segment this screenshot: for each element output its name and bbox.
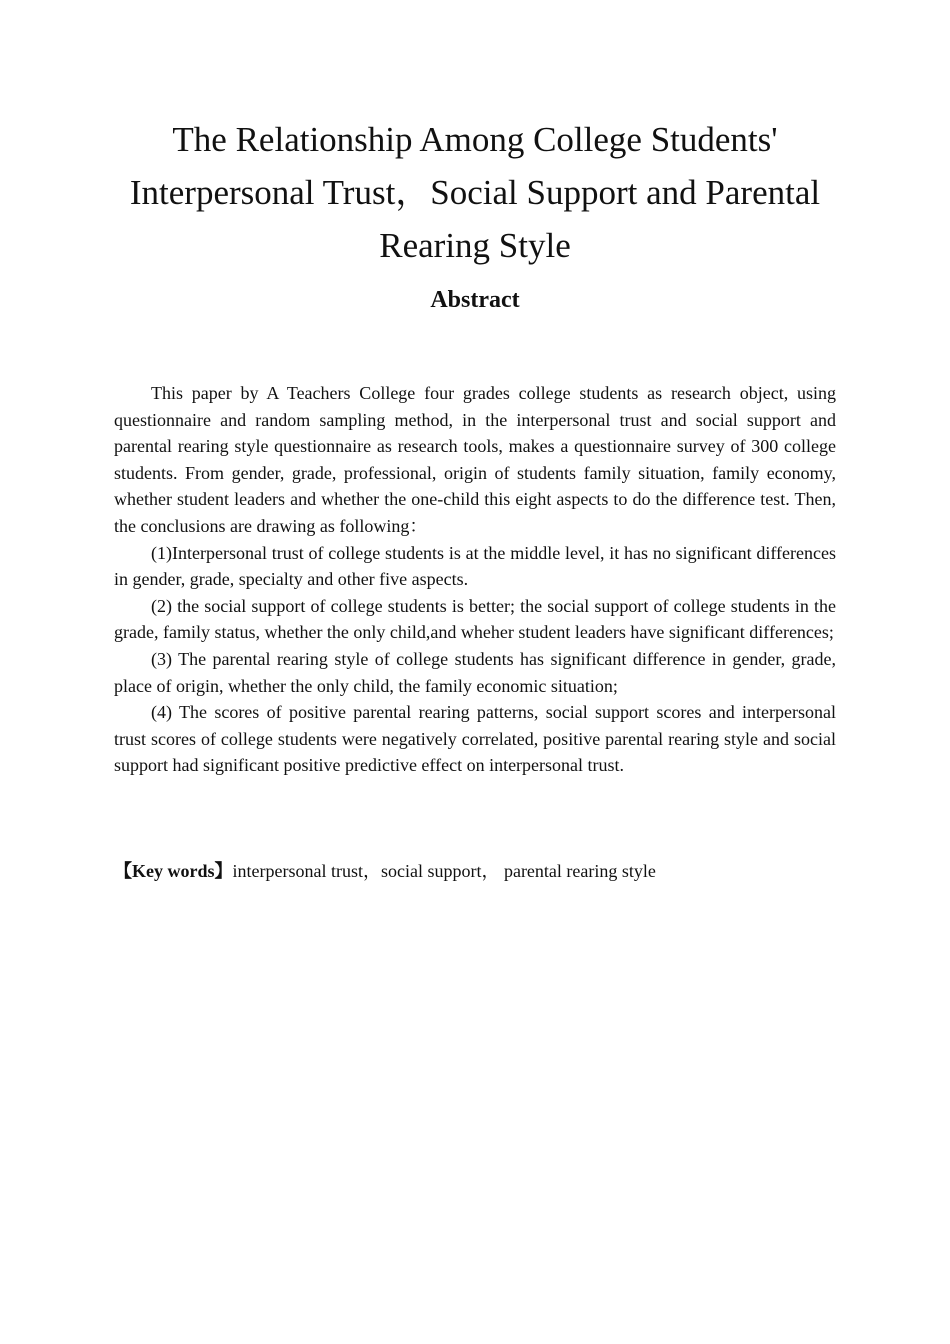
abstract-paragraph-conclusion-4: (4) The scores of positive parental rearing patterns, social support scores and interpersonal trust scores of college students were negatively correlated, positive parental rearing style and social support had significant positive predictive effect on interpersonal trust. — [114, 702, 836, 776]
keywords-label: 【Key words】 — [114, 861, 233, 881]
abstract-body — [114, 380, 836, 779]
keywords-text: interpersonal trust，social support， parental rearing style — [232, 861, 656, 881]
abstract-paragraph-intro: This paper by A Teachers College four grades college students as research object, using questionnaire and random sampling method, in the interpersonal trust and social support and parental rearing style questionnaire as research tools, makes a questionnaire survey of 300 college students. From gender, grade, professional, origin of students family situation, family economy, whether student leaders and whether the one-child this eight aspects to do the difference test. Then, the conclusions are drawing as following： — [114, 383, 836, 536]
keywords-line — [114, 858, 836, 885]
title-line-2: Interpersonal Trust，Social Support and Parental — [129, 173, 821, 212]
title-line-1: The Relationship Among College Students' — [172, 120, 778, 159]
abstract-heading: Abstract — [430, 287, 520, 313]
abstract-paragraph-conclusion-2: (2) the social support of college students is better; the social support of college students in the grade, family status, whether the only child,and wheher student leaders have significant differences; — [114, 595, 836, 643]
title-line-3: Rearing Style — [379, 226, 571, 265]
abstract-paragraph-conclusion-1: (1)Interpersonal trust of college students is at the middle level, it has no significant differences in gender, grade, specialty and other five aspects. — [114, 542, 836, 590]
abstract-paragraph-conclusion-3: (3) The parental rearing style of college students has significant difference in gender, grade, place of origin, whether the only child, the family economic situation; — [114, 648, 836, 696]
paper-title — [110, 113, 840, 272]
